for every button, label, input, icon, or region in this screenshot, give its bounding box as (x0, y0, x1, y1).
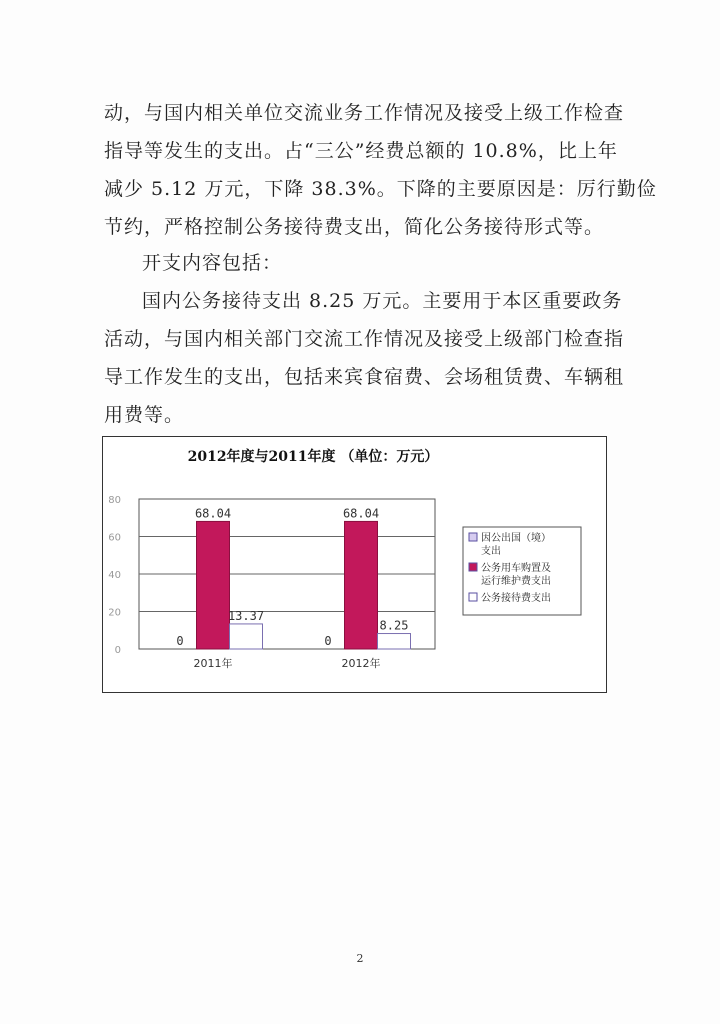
data-label: 68.04 (194, 506, 232, 521)
paragraph-1 (104, 94, 657, 246)
legend-label: 支出 (481, 546, 501, 557)
bar (230, 624, 263, 649)
paragraph-line: 减少 5.12 万元，下降 38.3%。下降的主要原因是：厉行勤俭 (104, 178, 657, 200)
paragraph-line: 开支内容包括： (142, 252, 283, 274)
paragraph-line: 动，与国内相关单位交流业务工作情况及接受上级工作检查 (104, 102, 625, 124)
bar (378, 634, 411, 649)
y-tick-label: 40 (108, 570, 121, 581)
y-tick-label: 0 (114, 645, 121, 656)
bar (345, 521, 378, 649)
page-number: 2 (356, 952, 364, 965)
legend-swatch (469, 533, 477, 541)
x-tick-label: 2012年 (341, 657, 381, 670)
paragraph-line: 活动，与国内相关部门交流工作情况及接受上级部门检查指 (104, 328, 625, 350)
paragraph-line: 导工作发生的支出，包括来宾食宿费、会场租赁费、车辆租 (104, 366, 625, 388)
x-tick-label: 2011年 (193, 657, 233, 670)
y-tick-label: 60 (108, 532, 121, 544)
paragraph-line: 指导等发生的支出。占“三公”经费总额的 10.8%，比上年 (104, 140, 618, 162)
legend-label: 公务用车购置及 (481, 563, 551, 574)
paragraph-line: 用费等。 (104, 404, 185, 426)
legend-swatch (469, 563, 477, 571)
y-tick-label: 80 (108, 495, 121, 506)
paragraph-line: 国内公务接待支出 8.25 万元。主要用于本区重要政务 (142, 290, 623, 312)
paragraph-3 (104, 282, 624, 434)
legend-label: 运行维护费支出 (481, 576, 551, 587)
chart-title: 2012年度与2011年度 （单位：万元） (187, 449, 439, 465)
bar (197, 521, 230, 649)
paragraph-2 (104, 244, 624, 282)
legend-swatch (469, 593, 477, 601)
chart-svg (103, 437, 606, 692)
expense-chart (102, 436, 607, 693)
data-label: 0 (176, 634, 184, 648)
paragraph-line: 节约，严格控制公务接待费支出，简化公务接待形式等。 (104, 216, 605, 238)
legend-label: 因公出国（境） (481, 533, 551, 544)
data-label: 13.37 (227, 608, 265, 623)
legend-label: 公务接待费支出 (481, 593, 551, 604)
data-label: 8.25 (379, 618, 409, 633)
data-label: 0 (324, 634, 332, 648)
y-tick-label: 20 (108, 607, 121, 619)
data-label: 68.04 (342, 506, 380, 521)
